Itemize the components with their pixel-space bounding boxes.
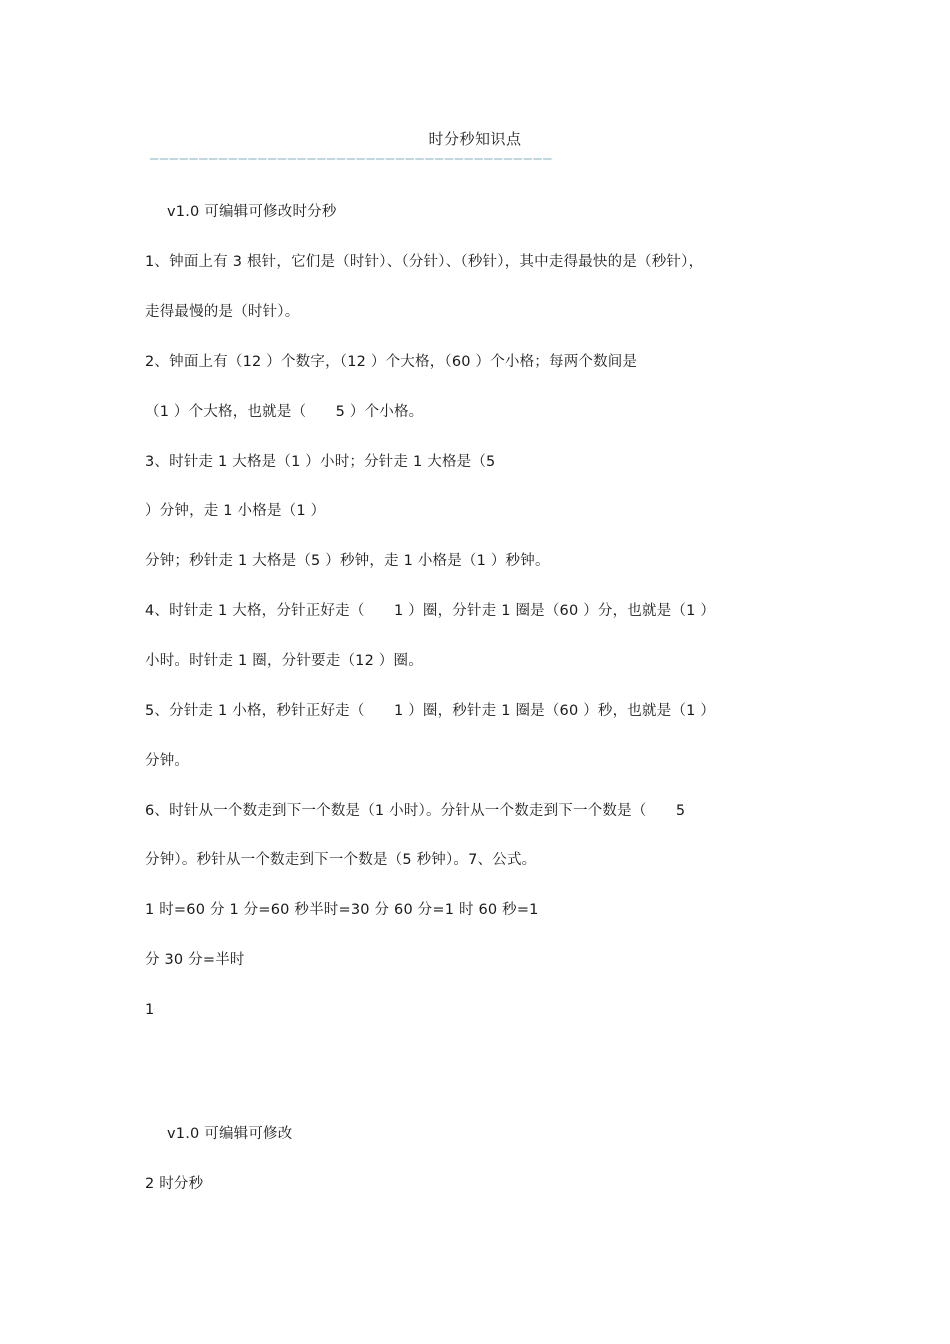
second-page-title-line: 2 时分秒 [145,1176,204,1192]
point-1-line-2: 走得最慢的是（时针）。 [145,304,300,320]
point-2-line-2: （1 ）个大格，也就是（ 5 ）个小格。 [145,404,424,420]
point-6-line-1: 6、时针从一个数走到下一个数是（1 小时）。分针从一个数走到下一个数是（ 5 [145,803,686,819]
point-4-line-2: 小时。时针走 1 圈，分针要走（12 ）圈。 [145,653,423,669]
title-divider: ————————————————————————————————————————— [150,152,553,166]
point-1-line-1: 1、钟面上有 3 根针，它们是（时针）、（分针）、（秒针），其中走得最快的是（秒针）， [145,254,704,270]
formula-line-1: 1 时=60 分 1 分=60 秒半时=30 分 60 分=1 时 60 秒=1 [145,902,539,918]
point-6-line-2: 分钟）。秒针从一个数走到下一个数是（5 秒钟）。7、公式。 [145,852,537,868]
page-title: 时分秒知识点 [428,130,522,148]
header-version-line: v1.0 可编辑可修改时分秒 [167,204,337,220]
page-number: 1 [145,1002,155,1018]
point-2-line-1: 2、钟面上有（12 ）个数字，（12 ）个大格，（60 ）个小格；每两个数间是 [145,354,638,370]
point-5-line-2: 分钟。 [145,753,190,769]
point-3-line-2: ）分钟，走 1 小格是（1 ） [145,503,326,519]
point-5-line-1: 5、分针走 1 小格，秒针正好走（ 1 ）圈，秒针走 1 圈是（60 ）秒，也就是（1 ） [145,703,716,719]
point-3-line-1: 3、时针走 1 大格是（1 ）小时；分针走 1 大格是（5 [145,454,496,470]
point-4-line-1: 4、时针走 1 大格，分针正好走（ 1 ）圈，分针走 1 圈是（60 ）分，也就是（1 ） [145,603,716,619]
point-3-line-3: 分钟；秒针走 1 大格是（5 ）秒钟，走 1 小格是（1 ）秒钟。 [145,553,550,569]
second-header-version-line: v1.0 可编辑可修改 [167,1126,293,1142]
formula-line-2: 分 30 分=半时 [145,952,245,968]
